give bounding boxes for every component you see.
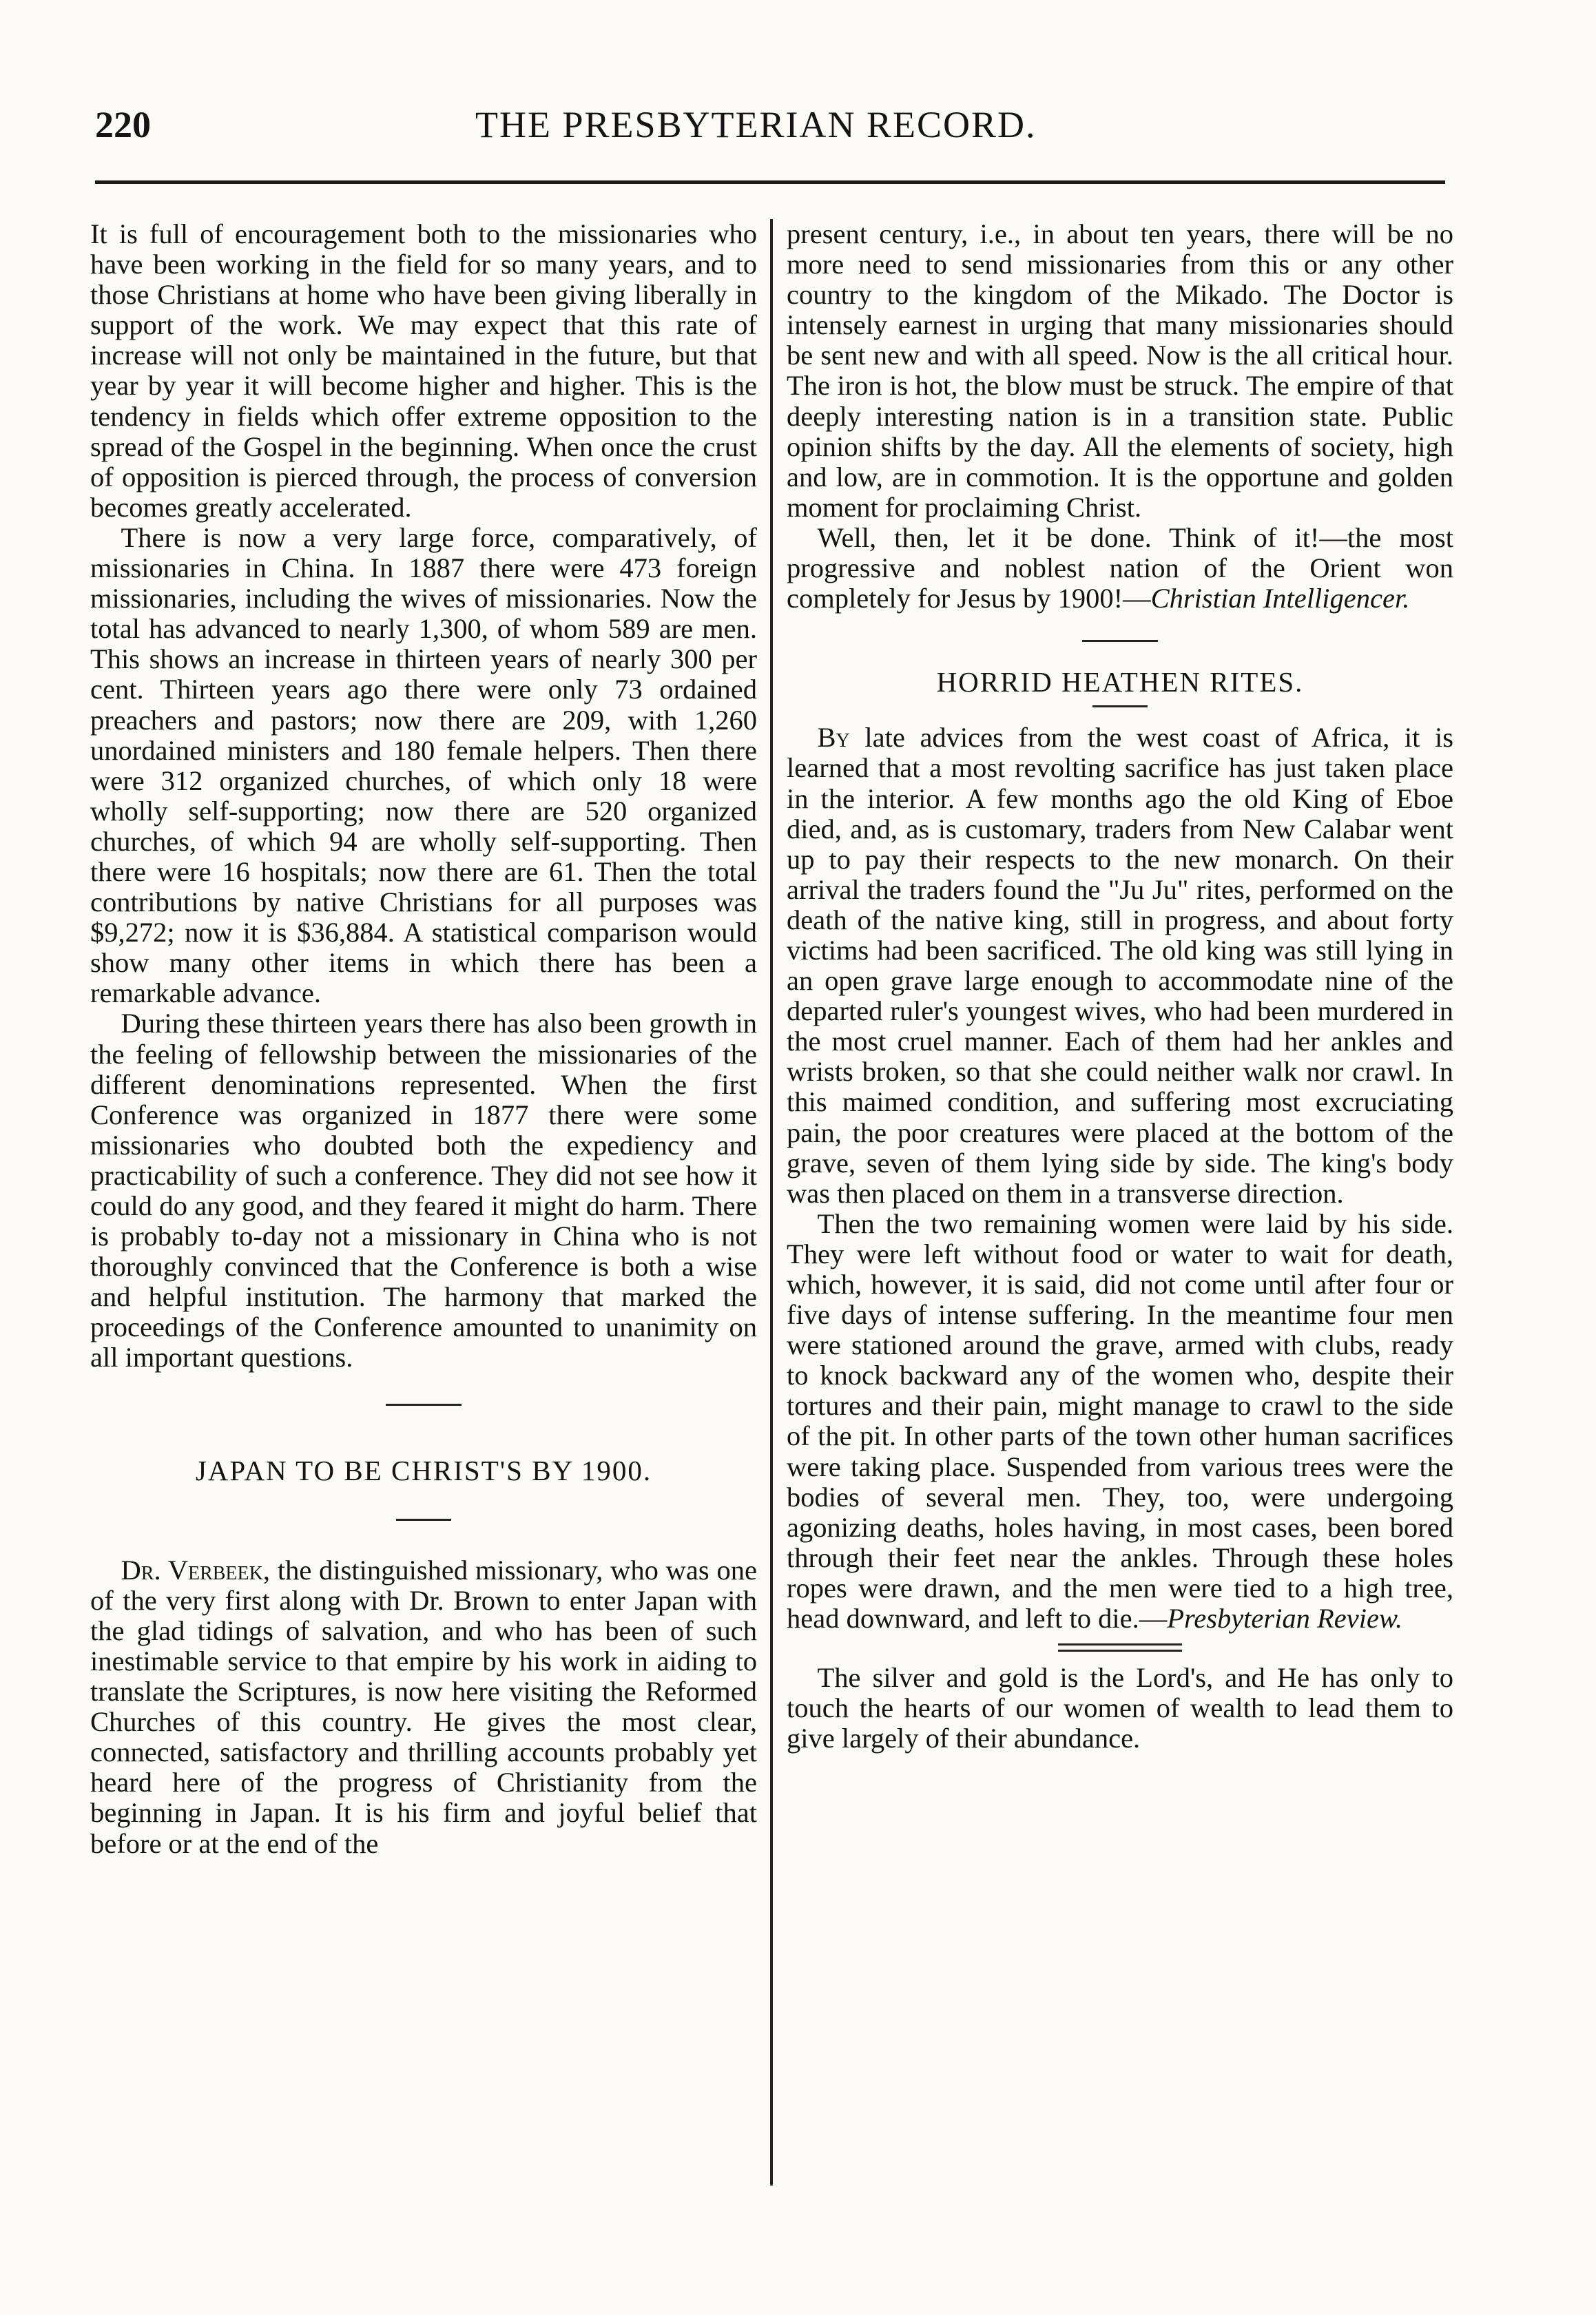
paragraph-body: the distinguished missionary, who was one of the very first along with Dr. Brown to enter Japan with the glad tidings of salvation, and who has been of such inestimable service to that empire by his work in aiding to translate the Scriptures, is now here visiting the Reformed Churches of this country. He gives the most clear, connected, satisfactory and thrilling accounts probably yet heard here of the progress of Christianity from the beginning in Japan. It is his firm and joyful belief that before or at the end of the: [90, 1554, 757, 1859]
spacer: [787, 1652, 1453, 1663]
spacer: [90, 1406, 757, 1455]
paragraph: [787, 1209, 1453, 1634]
spacer: [787, 614, 1453, 640]
left-column: [90, 219, 757, 1859]
spacer: [90, 1373, 757, 1404]
source-citation: Presbyterian Review.: [1167, 1603, 1403, 1634]
section-title: HORRID HEATHEN RITES.: [936, 666, 1304, 698]
right-column: [787, 219, 1453, 1754]
paragraph: There is now a very large force, comparatively, of missionaries in China. In 1887 there were 473 foreign missionaries, including the wives of missionaries. Now the total has advanced to nearly 1,300, of whom 589 are men. This shows an increase in thirteen years of nearly 300 per cent. Thirteen years ago there were only 73 ordained preachers and pastors; now there are 209, with 1,260 unordained ministers and 180 female helpers. Then there were 312 organized churches, of which only 18 were wholly self-supporting; now there are 520 organized churches, of which 94 are wholly self-supporting. Then there were 16 hospitals; now there are 61. Then the total contributions by native Christians for all purposes was $9,272; now it is $36,884. A statistical comparison would show many other items in which there has been a remarkable advance.: [90, 521, 757, 1009]
running-title: THE PRESBYTERIAN RECORD.: [475, 104, 1037, 145]
paragraph-body: late advices from the west coast of Africa, it is learned that a most revolting sacrifice has just taken place in the interior. A few months ago the old King of Eboe died, and, as is customary, traders from New Calabar went up to pay their respects to the new monarch. On their arrival the traders found the "Ju Ju" rites, performed on the death of the native king, still in progress, and about forty victims had been sacrificed. The old king was still lying in an open grave large enough to accommodate nine of the departed ruler's youngest wives, who had been murdered in the most cruel manner. Each of them had her ankles and wrists broken, so that she could neither walk nor crawl. In this maimed condition, and suffering most excruciating pain, the poor creatures were placed at the bottom of the grave, seven of them lying side by side. The king's body was then placed on them in a transverse direction.: [787, 722, 1453, 1209]
paragraph: [787, 523, 1453, 614]
column-divider: [770, 219, 773, 2186]
paragraph-body: Well, then, let it be done. Think of it!—the most progressive and noblest nation of the Orient won completely for Jesus by 1900!—: [787, 521, 1453, 614]
spacer: [90, 1521, 757, 1555]
paragraph: [787, 723, 1453, 1209]
page-header: [0, 103, 1596, 158]
lead-words: By: [817, 722, 850, 754]
lead-words: Dr. Verbeek,: [121, 1554, 270, 1586]
paragraph: present century, i.e., in about ten years, there will be no more need to send missionaries from this or any other country to the kingdom of the Mikado. The Doctor is intensely earnest in urging that many missionaries should be sent new and with all speed. Now is the all critical hour. The iron is hot, the blow must be struck. The empire of that deeply interesting nation is in a transition state. Public opinion shifts by the day. All the elements of society, high and low, are in commotion. It is the opportune and golden moment for proclaiming Christ.: [787, 218, 1453, 523]
page-number: 220: [95, 104, 151, 145]
spacer: [787, 1634, 1453, 1643]
double-divider-rule: [1058, 1643, 1182, 1652]
paragraph: [90, 1555, 757, 1859]
paragraph: It is full of encouragement both to the missionaries who have been working in the field for so many years, and to those Christians at home who have been giving liberally in support of the work. We may expect that this rate of increase will not only be maintained in the future, but that year by year it will become higher and higher. This is the tendency in fields which offer extreme opposition to the spread of the Gospel in the beginning. When once the crust of opposition is pierced through, the process of conversion becomes greatly accelerated.: [90, 218, 757, 523]
paragraph-body: Then the two remaining women were laid by his side. They were left without food or water to wait for death, which, however, it is said, did not come until after four or five days of intense suffering. In the meantime four men were stationed around the grave, armed with clubs, ready to knock backward any of the women who, despite their tortures and their pain, might manage to crawl to the side of the pit. In other parts of the town other human sacrifices were taking place. Suspended from various trees were the bodies of several men. They, too, were undergoing agonizing deaths, holes having, in most cases, been bored through their feet near the ankles. Through these holes ropes were drawn, and the men were tied to a high tree, head downward, and left to die.—: [787, 1207, 1453, 1634]
paragraph: During these thirteen years there has also been growth in the feeling of fellowship between the missionaries of the different denominations represented. When the first Conference was organized in 1877 there were some missionaries who doubted both the expediency and practicability of such a conference. They did not see how it could do any good, and they feared it might do harm. There is probably to-day not a missionary in China who is not thoroughly convinced that the Conference is both a wise and helpful institution. The harmony that marked the proceedings of the Conference amounted to unanimity on all important questions.: [90, 1008, 757, 1373]
header-rule: [95, 180, 1445, 184]
spacer: [787, 697, 1453, 705]
source-citation: Christian Intelligencer.: [1150, 583, 1410, 614]
section-title: JAPAN TO BE CHRIST'S BY 1900.: [195, 1454, 652, 1486]
spacer: [787, 707, 1453, 723]
paragraph: The silver and gold is the Lord's, and He has only to touch the hearts of our women of wealth to lead them to give largely of their abundance.: [787, 1662, 1453, 1754]
spacer: [787, 642, 1453, 667]
spacer: [90, 1486, 757, 1519]
